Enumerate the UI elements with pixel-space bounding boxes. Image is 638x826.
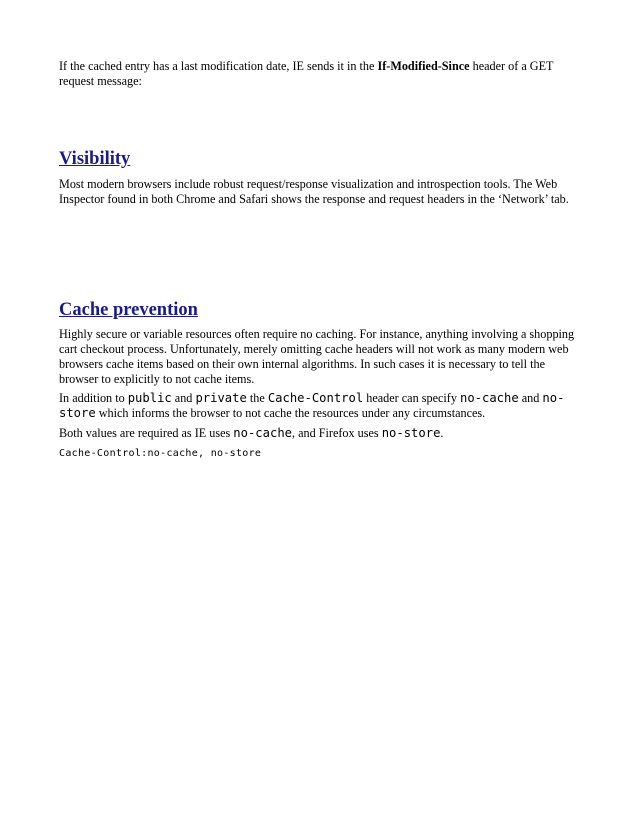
text-run: In addition to — [59, 391, 128, 405]
intro-text: If the cached entry has a last modification date, IE sends it in the — [59, 59, 378, 73]
text-run: and — [518, 391, 543, 405]
text-run: Both values are required as IE uses — [59, 426, 234, 440]
text-run: header can specify — [363, 391, 460, 405]
visibility-heading: Visibility — [59, 149, 131, 169]
cache-prevention-heading: Cache prevention — [59, 300, 198, 320]
text-run: which informs the browser to not cache the resources under any circumstances. — [95, 406, 486, 420]
browser-values-paragraph — [59, 426, 443, 441]
text-run: . — [440, 426, 444, 440]
text-run: and — [171, 391, 196, 405]
inline-code: private — [195, 391, 247, 405]
inline-code: no-store — [59, 391, 565, 420]
inline-code: public — [127, 391, 172, 405]
cache-control-paragraph — [59, 391, 579, 421]
intro-text-end: header of a GET request message: — [59, 59, 554, 88]
intro-paragraph — [59, 59, 579, 89]
text-run: the — [246, 391, 268, 405]
header-name-bold: If-Modified-Since — [377, 59, 470, 73]
inline-code: no-store — [381, 426, 441, 440]
code-sample: Cache-Control:no-cache, no-store — [59, 448, 262, 459]
inline-code: no-cache — [459, 391, 519, 405]
visibility-paragraph: Most modern browsers include robust request/response visualization and introspection tools. The Web Inspector found in both Chrome and Safari shows the response and request headers in the ‘Network’ tab. — [59, 177, 569, 206]
cache-prevention-paragraph: Highly secure or variable resources often require no caching. For instance, anything involving a shopping cart checkout process. Unfortunately, merely omitting cache headers will not work as many modern web browsers cache items based on their own internal algorithms. In such cases it is necessary to tell the browser to explicitly to not cache items. — [59, 327, 575, 386]
text-run: , and Firefox uses — [292, 426, 382, 440]
inline-code: no-cache — [233, 426, 292, 440]
inline-code: Cache-Control — [267, 391, 364, 405]
